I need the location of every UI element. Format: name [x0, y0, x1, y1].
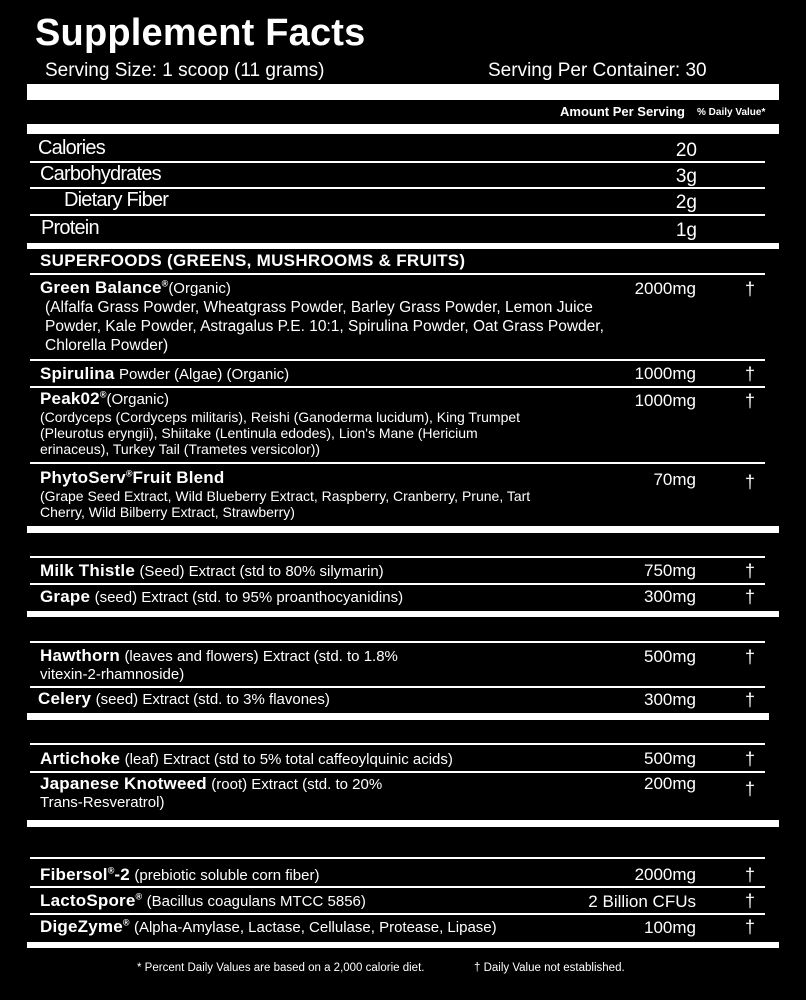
row-divider	[30, 273, 765, 275]
ingredient-name: Green Balance	[40, 278, 162, 297]
nutrient-carbs-value: 3g	[675, 166, 697, 187]
ingredient-peak02	[40, 389, 620, 457]
amount-spirulina: 1000mg	[634, 364, 696, 383]
section-divider-bar	[27, 713, 769, 720]
row-divider	[30, 386, 765, 388]
row-divider	[30, 641, 765, 643]
ingredient-desc: (seed) Extract (std. to 95% proanthocyanidins)	[94, 589, 404, 606]
dv-hawthorn: †	[745, 647, 756, 667]
ingredient-sub: (Cordyceps (Cordyceps militaris), Reishi (Ganoderma lucidum), King Trumpet (Pleurotus eryngii), Shiitake (Lentinula edodes), Lion's Mane (Hericium erinaceus), Turkey Tail (Trametes versicolor))	[40, 409, 521, 457]
registered-mark: ®	[161, 278, 169, 289]
dv-digezyme: †	[745, 917, 756, 937]
ingredient-sub: Trans-Resveratrol)	[40, 794, 165, 811]
ingredient-celery	[38, 689, 618, 709]
dv-peak02: †	[745, 391, 756, 411]
ingredient-digezyme	[40, 917, 620, 937]
registered-mark: ®	[107, 865, 115, 876]
nutrient-protein-value: 1g	[675, 220, 697, 241]
nutrient-calories-label: Calories	[38, 137, 105, 159]
dv-artichoke: †	[745, 749, 756, 769]
ingredient-milk-thistle	[40, 561, 620, 581]
amount-green-balance: 2000mg	[634, 279, 696, 298]
section-divider-bar	[27, 124, 779, 134]
servings-per-container: Serving Per Container: 30	[488, 60, 707, 81]
row-divider	[30, 556, 765, 558]
page-title: Supplement Facts	[35, 12, 366, 54]
ingredient-name: Peak02	[40, 389, 100, 408]
section-divider-bar	[27, 243, 779, 249]
ingredient-fibersol	[40, 865, 620, 885]
registered-mark: ®	[135, 891, 143, 902]
daily-value-label: % Daily Value*	[697, 107, 766, 118]
ingredient-name: Artichoke	[40, 749, 121, 768]
amount-grape: 300mg	[644, 587, 696, 606]
ingredient-name: DigeZyme	[40, 917, 123, 936]
ingredient-name: Fibersol	[40, 865, 108, 884]
nutrient-calories-value: 20	[675, 140, 697, 161]
row-divider	[30, 686, 765, 688]
ingredient-name: LactoSpore	[40, 891, 136, 910]
ingredient-desc: (Organic)	[168, 280, 231, 297]
ingredient-name: Grape	[40, 587, 91, 606]
ingredient-sub: vitexin-2-rhamnoside)	[40, 666, 185, 683]
amount-japanese-knotweed: 200mg	[644, 774, 696, 793]
footnote-percent-dv: * Percent Daily Values are based on a 2,000 calorie diet.	[137, 962, 425, 974]
registered-mark: ®	[125, 468, 133, 479]
section-divider-bar	[27, 526, 779, 533]
ingredient-desc: (seed) Extract (std. to 3% flavones)	[95, 691, 330, 708]
ingredient-desc: Powder (Algae) (Organic)	[119, 366, 290, 383]
ingredient-green-balance	[40, 278, 620, 355]
dv-celery: †	[745, 690, 756, 710]
row-divider	[30, 771, 765, 773]
ingredient-name: Spirulina	[40, 364, 115, 383]
dv-grape: †	[745, 587, 756, 607]
ingredient-desc: (Organic)	[106, 391, 169, 408]
dv-phytoserv: †	[745, 472, 756, 492]
registered-mark: ®	[99, 389, 107, 400]
row-divider	[30, 886, 765, 888]
row-divider	[30, 214, 765, 216]
row-divider	[30, 857, 765, 859]
nutrient-protein-label: Protein	[41, 217, 99, 239]
ingredient-desc: (Seed) Extract (std to 80% silymarin)	[139, 563, 384, 580]
ingredient-name: Japanese Knotweed	[40, 774, 207, 793]
ingredient-sub: (Alfalfa Grass Powder, Wheatgrass Powder, Barley Grass Powder, Lemon Juice Powder, Kale Powder, Astragalus P.E. 10:1, Spirulina Powder, Oat Grass Powder, Chlorella Powder)	[45, 299, 604, 354]
nutrient-fiber-value: 2g	[675, 192, 697, 213]
dv-fibersol: †	[745, 865, 756, 885]
ingredient-name-suffix: -2	[114, 865, 130, 884]
dv-japanese-knotweed: †	[745, 779, 756, 799]
ingredient-japanese-knotweed	[40, 774, 620, 811]
ingredient-grape	[40, 587, 620, 607]
serving-size: Serving Size: 1 scoop (11 grams)	[45, 60, 325, 81]
amount-per-serving-label: Amount Per Serving	[560, 104, 685, 119]
dv-spirulina: †	[745, 364, 756, 384]
amount-hawthorn: 500mg	[644, 647, 696, 666]
ingredient-name: PhytoServ	[40, 468, 126, 487]
footnote-dagger: † Daily Value not established.	[474, 962, 625, 974]
section-divider-bar	[27, 611, 779, 617]
dv-lactospore: †	[745, 891, 756, 911]
ingredient-sub: (Grape Seed Extract, Wild Blueberry Extract, Raspberry, Cranberry, Prune, Tart Cherry, Wild Bilberry Extract, Strawberry)	[40, 488, 531, 520]
ingredient-artichoke	[40, 749, 620, 769]
row-divider	[30, 583, 765, 585]
ingredient-name: Milk Thistle	[40, 561, 135, 580]
ingredient-desc: (Alpha-Amylase, Lactase, Cellulase, Protease, Lipase)	[133, 919, 497, 936]
nutrient-carbs-label: Carbohydrates	[40, 163, 161, 185]
ingredient-hawthorn	[40, 646, 620, 683]
row-divider	[30, 743, 765, 745]
ingredient-lactospore	[40, 891, 620, 911]
amount-celery: 300mg	[644, 690, 696, 709]
ingredient-name-suffix: Fruit Blend	[132, 468, 225, 487]
section-divider-bar	[27, 942, 779, 948]
amount-milk-thistle: 750mg	[644, 561, 696, 580]
ingredient-desc: (leaves and flowers) Extract (std. to 1.8%	[124, 648, 398, 665]
nutrient-fiber-label: Dietary Fiber	[64, 189, 169, 211]
ingredient-spirulina	[40, 364, 620, 384]
ingredient-desc: (root) Extract (std. to 20%	[211, 776, 383, 793]
dv-green-balance: †	[745, 279, 756, 299]
section-divider-bar	[27, 820, 779, 827]
ingredient-desc: (Bacillus coagulans MTCC 5856)	[146, 893, 366, 910]
amount-digezyme: 100mg	[644, 918, 696, 937]
row-divider	[30, 462, 765, 464]
header-divider-bar	[27, 84, 779, 100]
amount-phytoserv: 70mg	[653, 470, 696, 489]
ingredient-name: Hawthorn	[40, 646, 120, 665]
ingredient-desc: (prebiotic soluble corn fiber)	[134, 867, 320, 884]
ingredient-name: Celery	[38, 689, 92, 708]
ingredient-desc: (leaf) Extract (std to 5% total caffeoylquinic acids)	[124, 751, 453, 768]
amount-lactospore: 2 Billion CFUs	[588, 892, 696, 911]
superfoods-heading: SUPERFOODS (GREENS, MUSHROOMS & FRUITS)	[40, 251, 466, 270]
amount-peak02: 1000mg	[634, 391, 696, 410]
registered-mark: ®	[122, 917, 130, 928]
ingredient-phytoserv	[40, 468, 620, 520]
row-divider	[30, 913, 765, 915]
row-divider	[30, 359, 765, 361]
dv-milk-thistle: †	[745, 561, 756, 581]
amount-artichoke: 500mg	[644, 749, 696, 768]
amount-fibersol: 2000mg	[634, 865, 696, 884]
